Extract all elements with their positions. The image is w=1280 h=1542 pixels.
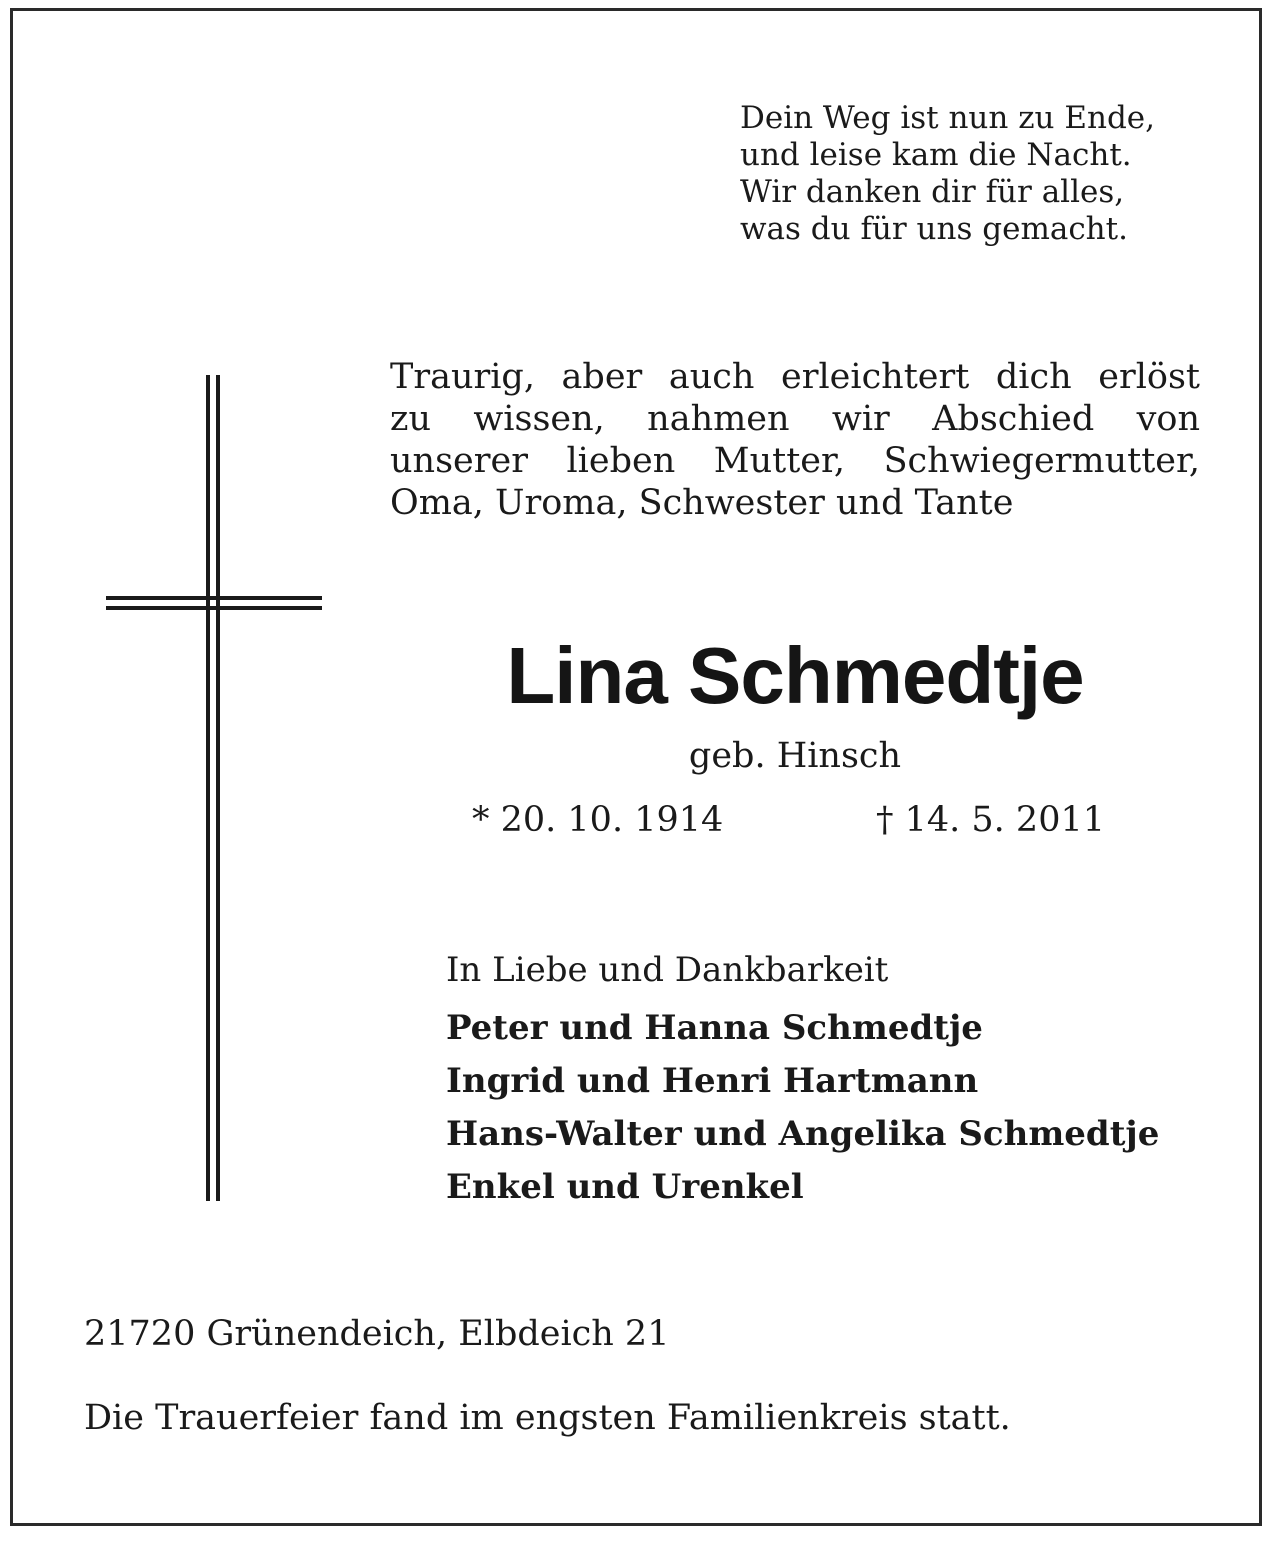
announcement-line: unserer lieben Mutter, Schwiegermutter, [390, 441, 1200, 481]
mourner-name: Enkel und Urenkel [446, 1167, 804, 1207]
death-date: † 14. 5. 2011 [876, 800, 1106, 840]
cross-icon [100, 370, 330, 1205]
poem-line: was du für uns gemacht. [740, 211, 1128, 247]
announcement-text [390, 356, 1200, 524]
mourners-list [446, 1002, 1159, 1214]
mourner-name: Ingrid und Henri Hartmann [446, 1061, 979, 1101]
birth-date: * 20. 10. 1914 [472, 800, 724, 840]
announcement-line: zu wissen, nahmen wir Abschied von [390, 399, 1200, 439]
mourner-name: Hans-Walter und Angelika Schmedtje [446, 1114, 1160, 1154]
deceased-name: Lina Schmedtje [506, 631, 1084, 720]
mourners-intro: In Liebe und Dankbarkeit [446, 950, 889, 990]
poem-line: Wir danken dir für alles, [740, 174, 1125, 210]
poem-line: Dein Weg ist nun zu Ende, [740, 100, 1155, 136]
announcement-line: Oma, Uroma, Schwester und Tante [390, 483, 1014, 523]
maiden-name: geb. Hinsch [688, 736, 902, 776]
mourner-name: Peter und Hanna Schmedtje [446, 1008, 983, 1048]
funeral-note: Die Trauerfeier fand im engsten Familienkreis statt. [84, 1398, 1011, 1438]
memorial-poem [740, 100, 1220, 248]
poem-line: und leise kam die Nacht. [740, 137, 1132, 173]
address: 21720 Grünendeich, Elbdeich 21 [84, 1314, 670, 1354]
announcement-line: Traurig, aber auch erleichtert dich erlöst [390, 357, 1200, 397]
